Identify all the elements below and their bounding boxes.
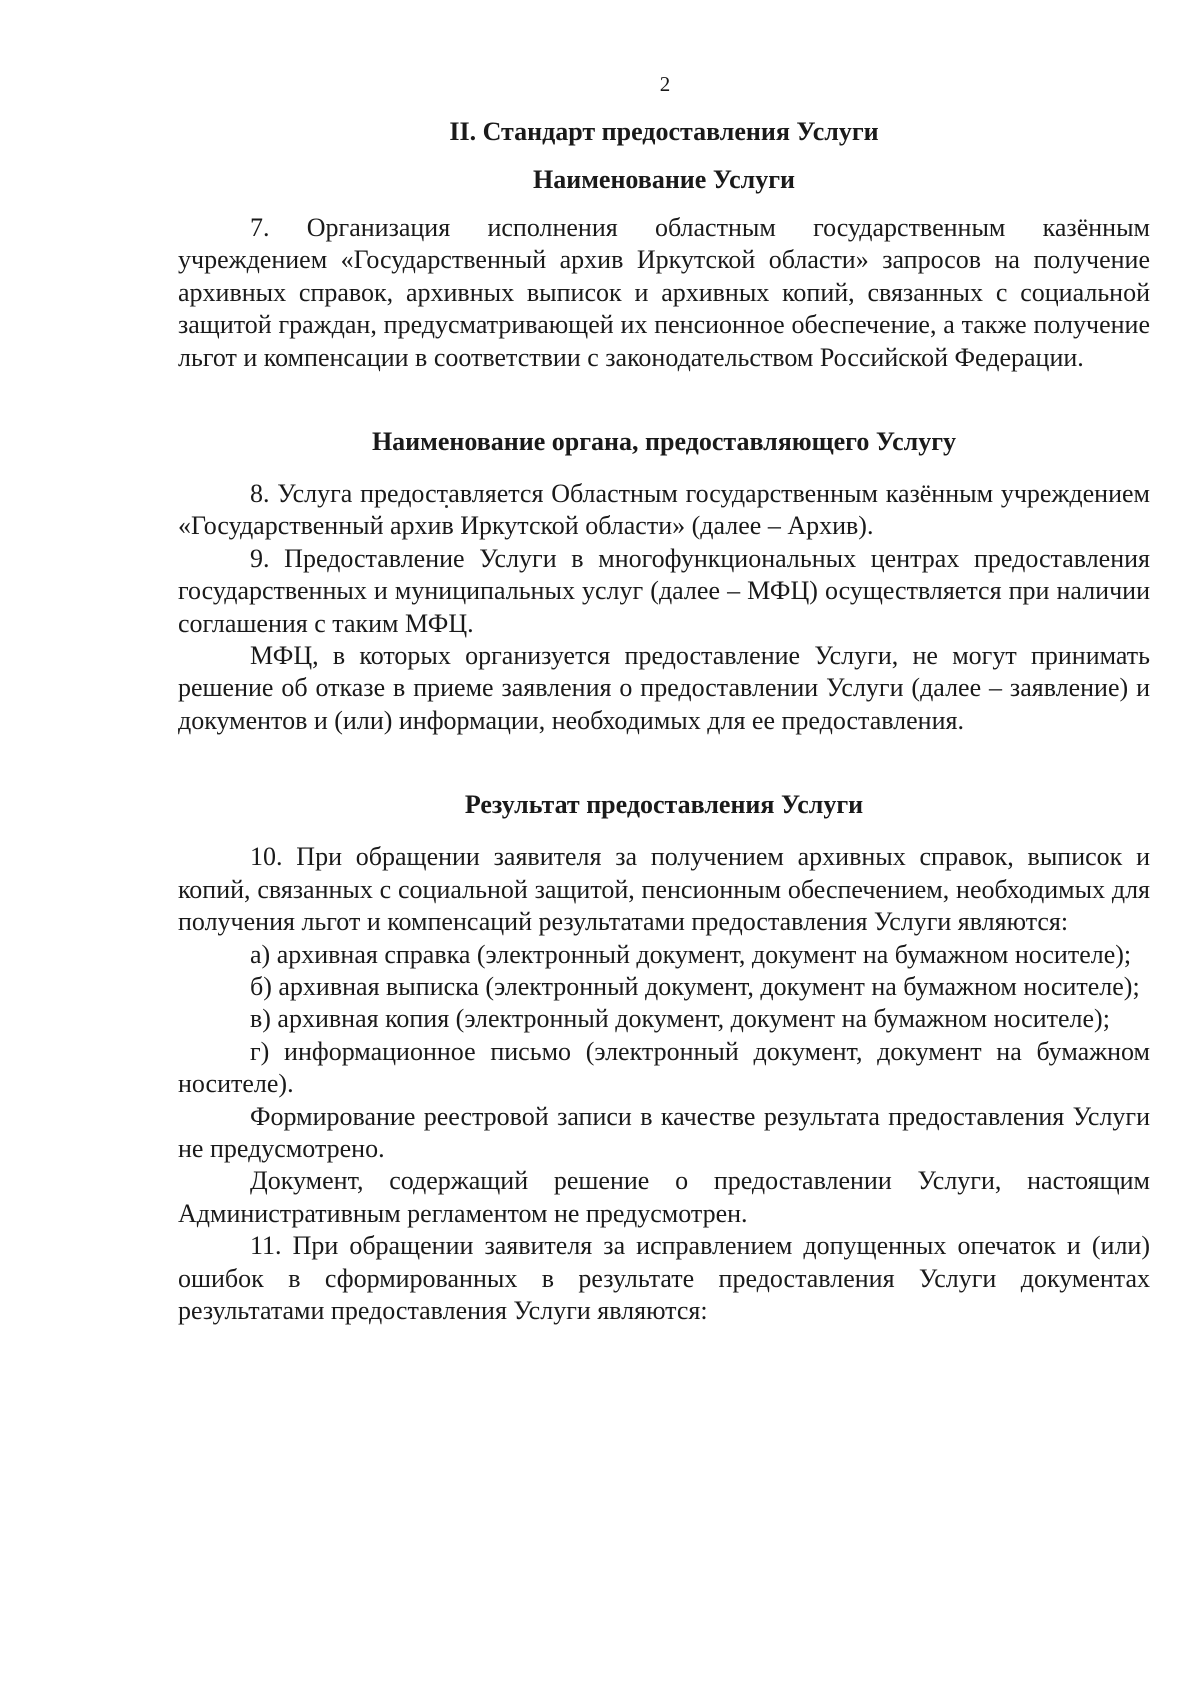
document-body bbox=[178, 116, 1150, 1327]
paragraph-11: 11. При обращении заявителя за исправлением допущенных опечаток и (или) ошибок в сформированных в результате предоставления Услуги документах результатами предоставления Услуги являются: bbox=[178, 1231, 1150, 1325]
paragraph-decision-doc: Документ, содержащий решение о предоставлении Услуги, настоящим Административным регламентом не предусмотрен. bbox=[178, 1166, 1150, 1228]
list-item-v: в) архивная копия (электронный документ, документ на бумажном носителе); bbox=[250, 1004, 1110, 1034]
paragraph-mfc: МФЦ, в которых организуется предоставление Услуги, не могут принимать решение об отказе в приеме заявления о предоставлении Услуги (далее – заявление) и документов и (или) информации, необходимых для ее предоставления. bbox=[178, 641, 1150, 735]
paragraph-registry: Формирование реестровой записи в качестве результата предоставления Услуги не предусмотрено. bbox=[178, 1101, 1150, 1163]
list-item-b: б) архивная выписка (электронный документ, документ на бумажном носителе); bbox=[250, 971, 1140, 1001]
heading-authority: Наименование органа, предоставляющего Услугу bbox=[371, 427, 957, 457]
heading-service-name: Наименование Услуги bbox=[532, 165, 796, 194]
page-number: 2 bbox=[659, 72, 671, 96]
paragraph-10: 10. При обращении заявителя за получением архивных справок, выписок и копий, связанных с социальной защитой, пенсионным обеспечением, необходимых для получения льгот и компенсаций результатами предоставления Услуги являются: bbox=[178, 842, 1150, 937]
paragraph-7: 7. Организация исполнения областным государственным казённым учреждением «Государственный архив Иркутской области» запросов на получение архивных справок, архивных выписок и архивных копий, связанных с социальной защитой граждан, предусматривающей их пенсионное обеспечение, а также получение льгот и компенсации в соответствии с законодательством Российской Федерации. bbox=[178, 213, 1150, 372]
paragraph-9: 9. Предоставление Услуги в многофункциональных центрах предоставления государственных и муниципальных услуг (далее – МФЦ) осуществляется при наличии соглашения с таким МФЦ. bbox=[178, 543, 1150, 638]
paragraph-8: 8. Услуга предоставляется Областным государственным казённым учреждением «Государственный архив Иркутской области» (далее – Архив). bbox=[178, 479, 1150, 541]
section-title: II. Стандарт предоставления Услуги bbox=[449, 117, 879, 146]
list-item-g: г) информационное письмо (электронный документ, документ на бумажном носителе). bbox=[178, 1036, 1150, 1099]
heading-result: Результат предоставления Услуги bbox=[464, 790, 864, 820]
list-item-a: а) архивная справка (электронный документ, документ на бумажном носителе); bbox=[250, 939, 1132, 969]
